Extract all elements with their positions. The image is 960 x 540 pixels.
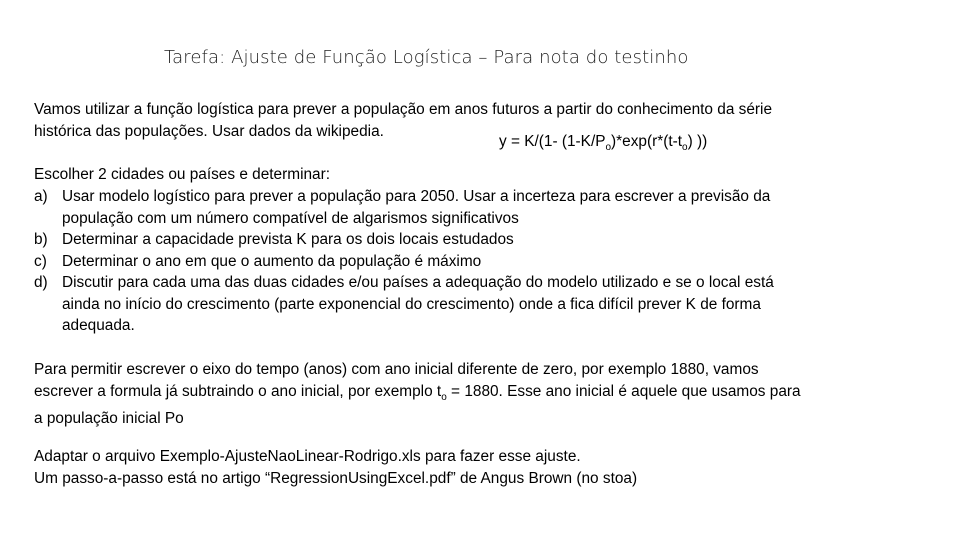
task-marker: c) <box>34 252 47 270</box>
axis-paragraph <box>34 359 801 430</box>
formula-subscript: o <box>682 142 688 154</box>
task-line: população com um número compatível de algarismos significativos <box>62 209 519 227</box>
file-line: Um passo-a-passo está no artigo “RegressionUsingExcel.pdf” de Angus Brown (no stoa) <box>34 469 638 487</box>
axis-subscript: o <box>441 391 447 403</box>
axis-text: = 1880. Esse ano inicial é aquele que usamos para <box>446 382 801 400</box>
task-item <box>34 251 774 273</box>
task-line: Usar modelo logístico para prever a população para 2050. Usar a incerteza para escrever a previsão da <box>62 188 771 205</box>
task-line: Determinar o ano em que o aumento da população é máximo <box>62 252 482 270</box>
task-item <box>34 272 774 337</box>
axis-text: escrever a formula já subtraindo o ano inicial, por exemplo t <box>34 382 442 400</box>
formula-subscript: o <box>605 142 612 154</box>
choose-heading: Escolher 2 cidades ou países e determinar: <box>34 166 331 183</box>
task-line: Discutir para cada uma das duas cidades e/ou países a adequação do modelo utilizado e se o local está <box>62 274 774 291</box>
intro-line: histórica das populações. Usar dados da wikipedia. <box>34 122 384 140</box>
task-line: Determinar a capacidade prevista K para os dois locais estudados <box>62 231 514 248</box>
formula-part: )*exp(r*(t-t <box>611 133 683 150</box>
task-line: ainda no início do crescimento (parte exponencial do crescimento) onde a fica difícil prever K de forma <box>62 295 761 313</box>
task-item <box>34 186 774 229</box>
task-item <box>34 229 774 251</box>
axis-line: Para permitir escrever o eixo do tempo (anos) com ano inicial diferente de zero, por exemplo 1880, vamos <box>34 361 759 378</box>
formula-part: ) )) <box>687 133 708 150</box>
task-marker: a) <box>34 188 48 205</box>
task-list <box>34 186 774 337</box>
task-line: adequada. <box>62 317 135 334</box>
task-marker: b) <box>34 231 48 248</box>
slide-title: Tarefa: Ajuste de Função Logística – Para nota do testinho <box>164 47 689 68</box>
axis-line <box>34 381 801 409</box>
axis-line: a população inicial Po <box>34 410 184 428</box>
file-paragraph <box>34 446 637 489</box>
formula-part: y = K/(1- (1-K/P <box>499 133 606 150</box>
task-marker: d) <box>34 274 48 291</box>
file-line: Adaptar o arquivo Exemplo-AjusteNaoLinear-Rodrigo.xls para fazer esse ajuste. <box>34 448 581 465</box>
logistic-formula <box>499 133 707 153</box>
intro-line: Vamos utilizar a função logística para prever a população em anos futuros a partir do conhecimento da série <box>34 101 773 118</box>
